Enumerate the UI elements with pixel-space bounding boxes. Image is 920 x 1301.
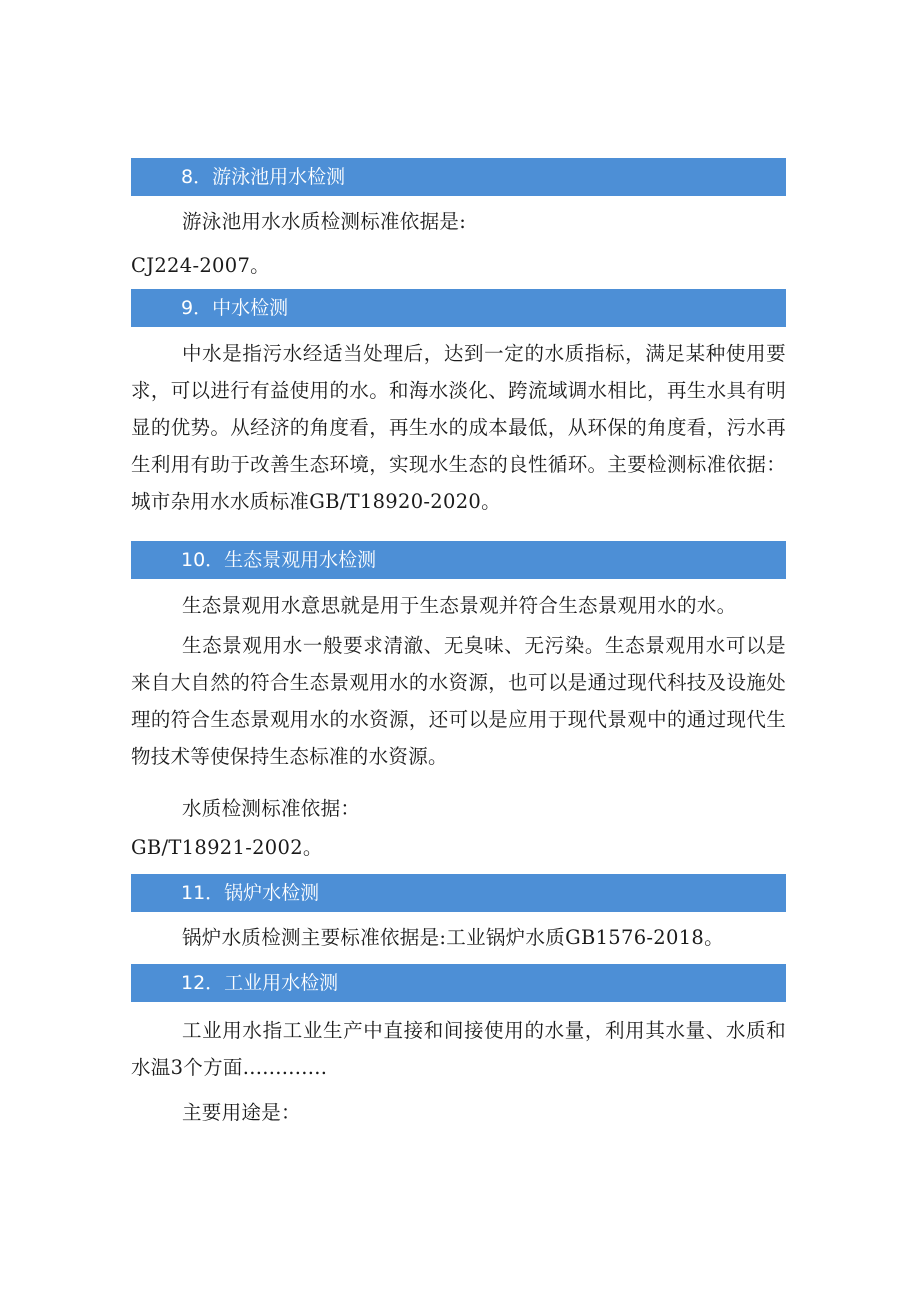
paragraph-10-3: 水质检测标准依据： — [182, 797, 361, 820]
paragraph-8-1: 游泳池用水水质检测标准依据是: — [182, 210, 467, 233]
paragraph-11-1: 锅炉水质检测主要标准依据是:工业锅炉水质GB1576-2018。 — [182, 926, 724, 949]
paragraph-8-2: CJ224-2007。 — [131, 254, 270, 277]
section-heading-9: 9．中水检测 — [131, 289, 786, 327]
paragraph-10-1: 生态景观用水意思就是用于生态景观并符合生态景观用水的水。 — [182, 594, 737, 617]
section-heading-10: 10．生态景观用水检测 — [131, 541, 786, 579]
paragraph-12-1: 工业用水指工业生产中直接和间接使用的水量，利用其水量、水质和水温3个方面............. — [131, 1019, 786, 1079]
paragraph-10-4: GB/T18921-2002。 — [131, 836, 323, 859]
paragraph-12-2: 主要用途是： — [182, 1101, 301, 1124]
section-heading-8: 8．游泳池用水检测 — [131, 158, 786, 196]
paragraph-10-2: 生态景观用水一般要求清澈、无臭味、无污染。生态景观用水可以是来自大自然的符合生态景观用水的水资源，也可以是通过现代科技及设施处理的符合生态景观用水的水资源，还可以是应用于现代景观中的通过现代生物技术等使保持生态标准的水资源。 — [131, 634, 786, 768]
section-heading-11: 11．锅炉水检测 — [131, 874, 786, 912]
paragraph-9-1: 中水是指污水经适当处理后，达到一定的水质指标，满足某种使用要求，可以进行有益使用的水。和海水淡化、跨流域调水相比，再生水具有明显的优势。从经济的角度看，再生水的成本最低，从环保的角度看，污水再生利用有助于改善生态环境，实现水生态的良性循环。主要检测标准依据：城市杂用水水质标准GB/T18920-2020。 — [131, 342, 786, 513]
section-heading-12: 12．工业用水检测 — [131, 964, 786, 1002]
